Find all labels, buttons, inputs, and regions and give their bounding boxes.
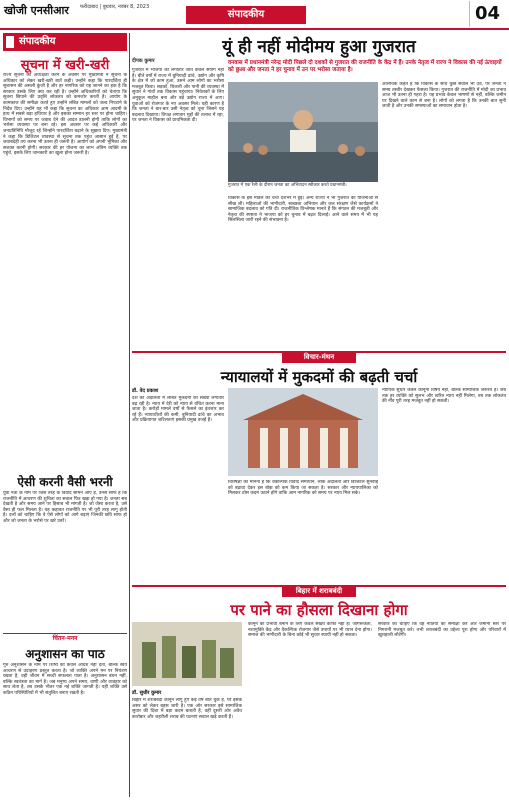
opinion-text-col3: न्यायिक सुधार केवल कानूनी विषय नहीं, बल्कि सामाजिक जरूरत है। जब तक हर व्यक्ति को सुलभ और त्वरित न्याय नहीं मिलेगा, तब तक लोकतंत्र की नींव पूरी तरह मजबूत नहीं हो सकती। <box>382 388 506 405</box>
editorial3-title: अनुशासन का पाठ <box>25 647 105 661</box>
bihar-tab: बिहार में शराबबंदी <box>282 585 356 597</box>
newspaper-brand: खोजी एनसीआर <box>4 4 69 17</box>
main-deck: वनवास में प्रधानमंत्री नरेन्द्र मोदी पिछले दो दशकों से गुजरात की राजनीति के केंद्र में हैं। उनके नेतृत्व में राज्य ने विकास की नई ऊंचाइयों को छुआ और जनता ने हर चुनाव में उन पर भरोसा जताया है। <box>228 60 502 73</box>
editorial-mark-icon <box>6 36 14 48</box>
opinion-text-col2: विशेषज्ञों का मानना है कि वैकल्पिक विवाद समाधान, लोक अदालतों और डिजिटल सुनवाई को बढ़ावा देकर इस बोझ को कम किया जा सकता है। सरकार और न्यायपालिका को मिलकर ठोस कदम उठाने होंगे ताकि आम नागरिक को समय पर न्याय मिल सके। <box>228 480 378 497</box>
rally-photo <box>228 82 378 182</box>
opinion-author: डॉ. वेद प्रकाश <box>132 388 159 394</box>
bihar-text-col2: कानून को प्रभावी बनाने के लिए केवल सख्ती काफी नहीं है। जागरूकता, नशामुक्ति केंद्र और वैकल्पिक रोजगार जैसे उपायों पर भी ध्यान देना होगा। समाज की भागीदारी के बिना कोई भी सुधार स्थायी नहीं हो सकता। <box>248 622 372 639</box>
bihar-headline: पर पाने का हौसला दिखाना होगा <box>230 601 408 619</box>
bihar-author: डॉ. सुधीर कुमार <box>132 690 162 696</box>
court-building-image <box>228 388 378 476</box>
rally-photo-caption: गुजरात में एक रैली के दौरान जनता का अभिवादन स्वीकार करते प्रधानमंत्री। <box>228 183 347 188</box>
chintan-label: चिंतन-मनन <box>3 633 127 643</box>
main-text-col3: आलोचक कहते हैं कि विकास के साथ कुछ सवाल भी उठे, पर जनता ने समग्र तस्वीर देखकर फैसला किया। गुजरात की राजनीति में मोदी का प्रभाव आज भी उतना ही गहरा है। यह प्रभाव केवल भाषणों से नहीं, बल्कि जमीन पर दिखने वाले काम से बना है। लोगों को लगता है कि उनकी बात सुनी जाती है और उनकी समस्याओं का समाधान होता है। <box>382 82 506 110</box>
editorial3-text: गुरु अनुशासन के नाम पर शिष्य को केवल आदेश नहीं देता, बल्कि स्वयं आचरण से उदाहरण प्रस्तुत करता है। जो व्यक्ति अपने मन पर नियंत्रण रखता है, वही जीवन में सच्ची सफलता पाता है। अनुशासन बंधन नहीं, बल्कि स्वतंत्रता का मार्ग है। जब मनुष्य अपने समय, वाणी और व्यवहार को साध लेता है, तब उसके भीतर एक नई शक्ति जागती है। यही शक्ति उसे कठिन परिस्थितियों में भी संतुलित बनाए रखती है। <box>3 663 127 696</box>
main-byline: दीपक कुमार <box>132 58 155 64</box>
main-text-col2: विकास के इस मॉडल की चर्चा देशभर में हुई। अन्य राज्यों ने भी गुजरात की योजनाओं से सीख ली। महिलाओं की भागीदारी, स्वच्छता अभियान और जल संरक्षण जैसे कार्यक्रमों ने सामाजिक बदलाव को गति दी। राजनीतिक विश्लेषक मानते हैं कि संगठन की मजबूती और नेतृत्व की स्पष्टता ने भाजपा को हर चुनाव में बढ़त दिलाई। आने वाले समय में भी यह सिलसिला जारी रहने की संभावना है। <box>228 196 378 224</box>
opinion-text-col1: देश की अदालतों में लंबित मुकदमों की संख्या लगातार बढ़ रही है। न्याय में देरी को न्याय से वंचित करना माना जाता है। करोड़ों मामले वर्षों से फैसले का इंतजार कर रहे हैं। न्यायाधीशों की कमी, बुनियादी ढांचे का अभाव और प्रक्रियागत जटिलताएं इसकी प्रमुख वजहें हैं। <box>132 396 224 424</box>
editorial-label-text: संपादकीय <box>19 36 56 47</box>
editorial1-text: राज्य सूचना की अध्यक्षता करने के अवसर पर मुख्यमंत्री ने सूचना के अधिकार को लेकर खरी-खरी बातें कही। उन्होंने कहा कि पारदर्शिता ही सुशासन की असली कुंजी है और हर नागरिक को यह जानने का हक है कि सरकार उसके लिए क्या कर रही है। उन्होंने अधिकारियों को चेताया कि सूचना छिपाने की प्रवृत्ति लोकतंत्र को कमजोर करती है। आयोग के कामकाज की समीक्षा करते हुए उन्होंने लंबित मामलों को जल्द निपटाने के निर्देश दिए। उन्होंने यह भी कहा कि सूचना का अधिकार आम आदमी के हाथ में सबसे बड़ा हथियार है और इसका सम्मान हर स्तर पर होना चाहिए। विभागों को समय पर जवाब देने की आदत डालनी होगी ताकि लोगों का भरोसा व्यवस्था पर बना रहे। इस अवसर पर कई अधिकारी और जनप्रतिनिधि मौजूद रहे जिन्होंने पारदर्शिता बढ़ाने के सुझाव दिए। मुख्यमंत्री ने कहा कि डिजिटल व्यवस्था से सूचना तक पहुंच आसान हुई है, पर जवाबदेही तय करना भी उतना ही जरूरी है। आयोग को अपनी भूमिका और सशक्त करनी होगी। सरकार की हर योजना का लाभ अंतिम व्यक्ति तक पहुंचे, इसके लिए जानकारी का खुला होना जरूरी है। <box>3 73 127 157</box>
bihar-text-col1: बिहार में शराबबंदी कानून लागू हुए कई वर्ष बीत चुके हैं, पर इसके असर को लेकर बहस जारी है। एक ओर सरकार इसे सामाजिक सुधार की दिशा में बड़ा कदम बताती है, वहीं दूसरी ओर अवैध कारोबार और जहरीली शराब की घटनाएं सवाल खड़े करती हैं। <box>132 698 242 720</box>
bihar-photo-image <box>132 622 242 686</box>
opinion-headline: न्यायालयों में मुकदमों की बढ़ती चर्चा <box>220 368 418 386</box>
left-column <box>3 33 127 797</box>
editorial2-text: युवा नेता के नाम पर जिस तरह के विवाद सामने आए हैं, उनसे साफ है कि राजनीति में आचरण की शुचिता का सवाल फिर खड़ा हो गया है। जनता सब देखती है और समय आने पर हिसाब भी मांगती है। जो जैसा करता है, उसे वैसा ही फल मिलता है। यह कहावत राजनीति पर भी पूरी तरह लागू होती है। दलों को चाहिए कि वे ऐसे लोगों को आगे बढ़ाएं जिनकी छवि साफ हो और जो जनता के भरोसे पर खरे उतरें। <box>3 491 127 524</box>
editorial-label <box>3 33 127 51</box>
page-number: 04 <box>469 1 505 27</box>
bihar-text-col3: सरकार को चाहिए कि वह नीतियों की समीक्षा करे और जमीनी स्तर पर निगरानी मजबूत करे। तभी शराबबंदी का उद्देश्य पूरा होगा और परिवारों में खुशहाली लौटेगी। <box>378 622 506 639</box>
editorial2-title: ऐसी करनी वैसी भरनी <box>17 475 113 489</box>
court-photo <box>228 388 378 476</box>
opinion-tab: विचार-मंथन <box>282 351 356 363</box>
editorial1-title: सूचना में खरी-खरी <box>20 58 110 73</box>
opinion-banner <box>132 351 506 364</box>
masthead <box>0 0 509 30</box>
section-title: संपादकीय <box>186 6 306 24</box>
rally-photo-image <box>228 82 378 182</box>
main-text-col1: गुजरात में भाजपा की लगातार जीत केवल संयोग नहीं है। बीते वर्षों में राज्य में बुनियादी ढांचे, उद्योग और कृषि के क्षेत्र में जो काम हुआ, उसने आम लोगों का भरोसा मजबूत किया। सड़कों, बिजली और पानी की व्यवस्था में सुधार ने गांवों तक विकास पहुंचाया। निवेशकों के लिए अनुकूल माहौल बना और बड़े उद्योग राज्य में आए। युवाओं को रोजगार के नए अवसर मिले। यही कारण है कि जनता ने बार-बार उसी नेतृत्व को चुना जिसने यह बदलाव दिखाया। विपक्ष लगातार मुद्दों की तलाश में रहा, पर जनता ने विकास को प्राथमिकता दी। <box>132 68 224 124</box>
dateline: फरीदाबाद | बुधवार, नवंबर 8, 2023 <box>80 4 150 10</box>
bihar-banner <box>132 585 506 597</box>
bihar-photo <box>132 622 242 686</box>
column-rule <box>129 33 130 797</box>
main-headline: यूं ही नहीं मोदीमय हुआ गुजरात <box>222 37 416 57</box>
